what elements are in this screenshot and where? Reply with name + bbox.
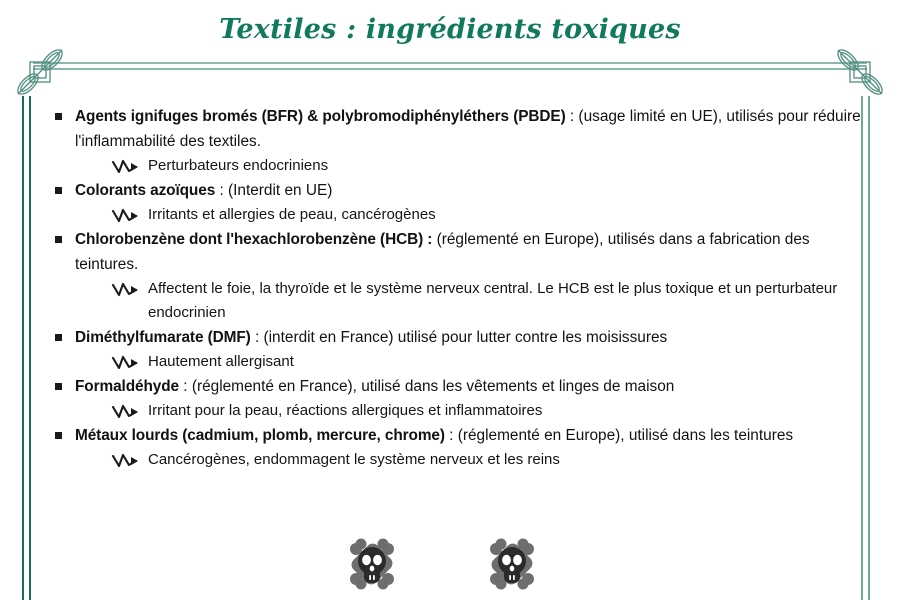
ingredient-heading-row: [55, 104, 867, 154]
ingredient-name: Diméthylfumarate (DMF): [75, 329, 251, 346]
list-item: [55, 178, 867, 227]
ingredient-name: Métaux lourds (cadmium, plomb, mercure, chrome): [75, 427, 445, 444]
ingredient-name: Agents ignifuges bromés (BFR) & polybromodiphényléthers (PBDE): [75, 108, 566, 125]
corner-ornament-icon: [8, 40, 72, 104]
squiggle-arrow-icon: [110, 451, 142, 471]
ingredient-text: [75, 374, 867, 399]
effect-row: [110, 399, 867, 423]
squiggle-arrow-icon: [110, 353, 142, 373]
ingredient-text: [75, 178, 867, 203]
ingredient-heading-row: [55, 325, 867, 350]
left-border-line-inner: [29, 96, 31, 600]
ingredient-description: : (réglementé en Europe), utilisé dans les teintures: [444, 427, 794, 444]
ingredient-heading-row: [55, 178, 867, 203]
effect-text: Perturbateurs endocriniens: [148, 157, 329, 174]
ingredient-text: [75, 104, 867, 154]
list-item: [55, 104, 867, 178]
effect-row: [110, 277, 867, 325]
left-border-line-outer: [22, 96, 24, 600]
ingredient-heading-row: [55, 227, 867, 277]
list-item: [55, 423, 867, 472]
square-bullet-icon: [55, 187, 62, 194]
square-bullet-icon: [55, 383, 62, 390]
square-bullet-icon: [55, 334, 62, 341]
skull-and-crossbones-icon: [344, 536, 400, 592]
ingredient-text: [75, 227, 867, 277]
page-title: Textiles : ingrédients toxiques: [219, 14, 681, 45]
ingredient-description: : (usage limité en UE), utilisés pour réduire l'inflammabilité des textiles.: [75, 108, 861, 150]
title-divider: [33, 62, 867, 70]
squiggle-arrow-icon: [110, 206, 142, 226]
skull-and-crossbones-icon: [484, 536, 540, 592]
left-border-rule: [22, 96, 31, 600]
effect-text: Affectent le foie, la thyroïde et le système nerveux central. Le HCB est le plus toxique et un perturbateur endocrinien: [148, 280, 838, 321]
effect-text: Irritants et allergies de peau, cancérogènes: [148, 206, 436, 223]
ingredient-description: : (interdit en France) utilisé pour lutter contre les moisissures: [250, 329, 668, 346]
divider-line-upper: [33, 62, 867, 64]
list-item: [55, 325, 867, 374]
ingredient-heading-row: [55, 423, 867, 448]
ingredient-text: [75, 423, 867, 448]
square-bullet-icon: [55, 236, 62, 243]
squiggle-arrow-icon: [110, 402, 142, 422]
ingredient-heading-row: [55, 374, 867, 399]
squiggle-arrow-icon: [110, 157, 142, 177]
square-bullet-icon: [55, 113, 62, 120]
effect-row: [110, 203, 867, 227]
toxic-ingredients-list: [55, 104, 867, 472]
corner-ornament-icon: [828, 40, 892, 104]
effect-text: Hautement allergisant: [148, 353, 294, 370]
ingredient-name: Colorants azoïques: [75, 182, 216, 199]
ingredient-name: Chlorobenzène dont l'hexachlorobenzène (HCB) :: [75, 231, 433, 248]
list-item: [55, 374, 867, 423]
right-border-line-outer: [868, 96, 870, 600]
effect-text: Irritant pour la peau, réactions allergiques et inflammatoires: [148, 402, 543, 419]
ingredient-name: Formaldéhyde: [75, 378, 179, 395]
effect-row: [110, 350, 867, 374]
squiggle-arrow-icon: [110, 280, 142, 300]
ingredient-text: [75, 325, 867, 350]
effect-text: Cancérogènes, endommagent le système nerveux et les reins: [148, 451, 560, 468]
divider-line-lower: [33, 68, 867, 70]
square-bullet-icon: [55, 432, 62, 439]
list-item: [55, 227, 867, 325]
footer-icon-group: [336, 536, 556, 592]
effect-row: [110, 448, 867, 472]
ingredient-description: : (Interdit en UE): [215, 182, 333, 199]
effect-row: [110, 154, 867, 178]
ingredient-description: : (réglementé en France), utilisé dans les vêtements et linges de maison: [179, 378, 675, 395]
ingredient-description: (réglementé en Europe), utilisés dans a fabrication des teintures.: [75, 231, 810, 273]
